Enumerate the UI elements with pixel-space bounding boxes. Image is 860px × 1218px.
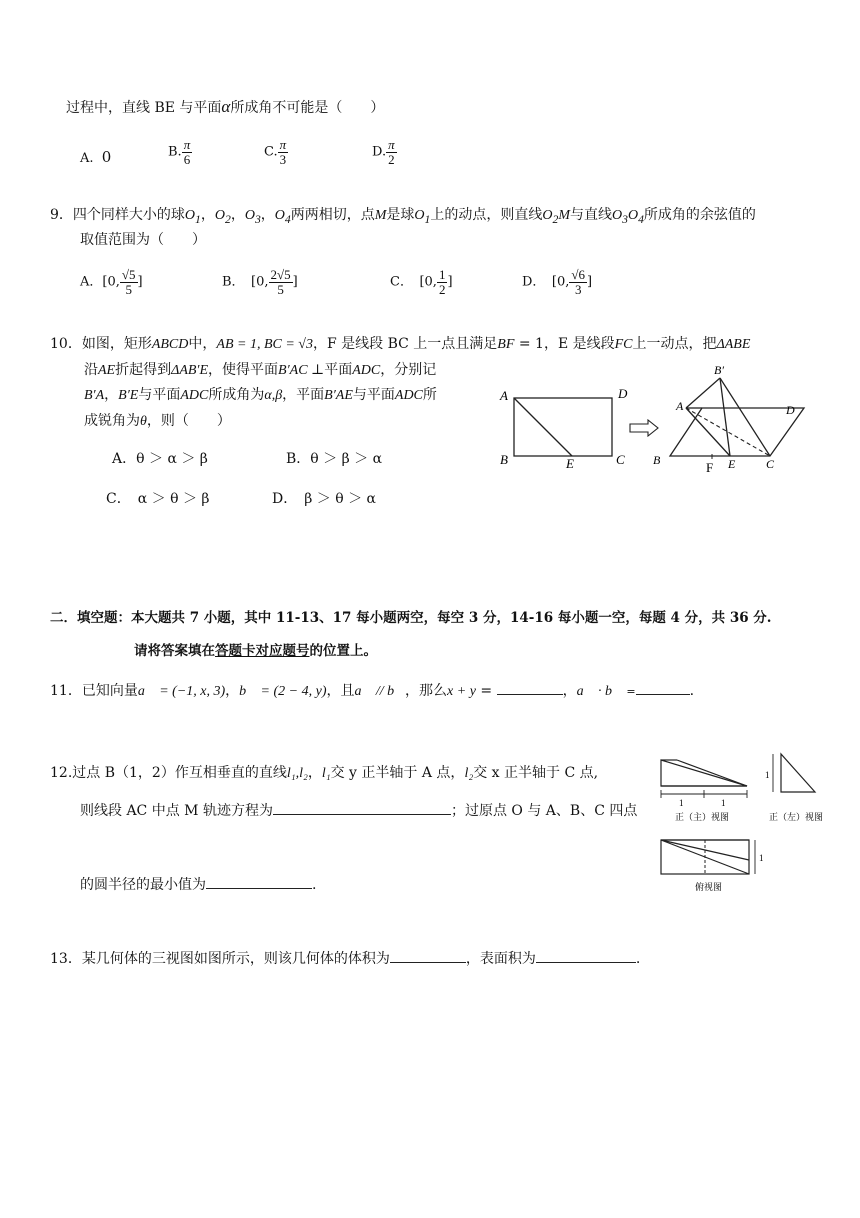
q9-option-a: A．[0, $\frac{√5}{5}$ ] xyxy=(80,267,143,297)
side-view-label: 正（左）视图 xyxy=(769,812,824,822)
q13-blank-1[interactable] xyxy=(390,949,466,963)
label-b-prime: B′ xyxy=(714,363,724,377)
q8-option-c: C. $\frac{\pi}{3}$ xyxy=(264,137,287,167)
top-view-label: 俯视图 xyxy=(695,882,723,892)
q12-line1: 12.过点 B（1，2）作互相垂直的直线l₁,l₂，l₁交 y 正半轴于 A 点，l₂交 x 正半轴于 C 点, xyxy=(50,765,599,781)
front-view xyxy=(661,760,747,786)
q8-option-d: D. $\frac{\pi}{2}$ xyxy=(372,137,395,167)
svg-text:E: E xyxy=(728,457,736,471)
side-view xyxy=(781,754,815,792)
label-c: C xyxy=(616,452,625,467)
q12-line3: 的圆半径的最小值为 . xyxy=(80,877,317,893)
section2-note: 请将答案填在答题卡对应题号的位置上。 xyxy=(134,643,377,659)
q13-blank-2[interactable] xyxy=(536,949,636,963)
svg-text:D: D xyxy=(786,403,795,417)
arrow-icon xyxy=(630,420,658,436)
front-view-label: 正（主）视图 xyxy=(675,812,730,822)
q10-line3: B′A，B′E与平面ADC所成角为α,β，平面B′AE与平面ADC所 xyxy=(84,387,437,403)
q10-option-c: C． α ＞ θ ＞ β xyxy=(106,491,210,507)
q10-line4: 成锐角为θ，则（ ） xyxy=(84,413,231,429)
svg-text:1: 1 xyxy=(679,798,684,808)
q8-option-a: A. 0 xyxy=(80,148,112,166)
section2-title: 二．填空题：本大题共 7 小题，其中 11-13、17 每小题两空，每空 3 分，14-16 每小题一空，每题 4 分，共 36 分. xyxy=(50,610,772,626)
label-d: D xyxy=(618,386,628,401)
q11-blank-1[interactable] xyxy=(497,681,563,695)
q8-option-b: B. $\frac{\pi}{6}$ xyxy=(168,137,191,167)
segment-ae xyxy=(514,398,572,456)
q12-blank-2[interactable] xyxy=(206,875,312,889)
q10-option-a: A．θ ＞ α ＞ β xyxy=(112,451,208,467)
q10-option-b: B．θ ＞ β ＞ α xyxy=(286,451,383,467)
q9-option-d: D． [0, $\frac{√6}{3}$ ] xyxy=(522,267,593,297)
q11-text: 11．已知向量a⃗ = (−1, x, 3)，b⃗ = (2 − 4, y)，且a⃗ // b⃗，那么x + y = ，a⃗ · b⃗ = . xyxy=(50,683,695,699)
q10-line2: 沿AE折起得到ΔAB′E，使得平面B′AC ⊥平面ADC，分别记 xyxy=(84,362,437,378)
svg-text:1: 1 xyxy=(721,798,726,808)
svg-text:A: A xyxy=(676,399,684,413)
q10-option-d: D． β ＞ θ ＞ α xyxy=(272,491,377,507)
q9-option-b: B． [0, $\frac{2√5}{5}$ ] xyxy=(222,267,298,297)
svg-text:1: 1 xyxy=(765,770,770,780)
svg-text:B: B xyxy=(653,453,661,467)
q11-blank-2[interactable] xyxy=(636,681,690,695)
q12-line2: 则线段 AC 中点 M 轨迹方程为 ；过原点 O 与 A、B、C 四点 xyxy=(80,803,638,819)
three-views-figure xyxy=(655,748,845,898)
q13-text: 13．某几何体的三视图如图所示，则该几何体的体积为 ，表面积为 . xyxy=(50,951,641,967)
q10-line1: 10．如图，矩形ABCD中，AB = 1, BC = √3，F 是线段 BC 上一点且满足BF = 1，E 是线段FC上一动点，把ΔABE xyxy=(50,336,751,352)
svg-text:1: 1 xyxy=(759,853,764,863)
svg-text:C: C xyxy=(766,457,775,471)
q9-line2: 取值范围为（ ） xyxy=(80,232,206,248)
q8-stem: 过程中，直线 BE 与平面α所成角不可能是（ ） xyxy=(66,97,385,116)
q9-option-c: C． [0, $\frac{1}{2}$ ] xyxy=(390,267,453,297)
q10-figure xyxy=(490,360,810,480)
label-e: E xyxy=(566,456,574,471)
q12-blank-1[interactable] xyxy=(273,801,451,815)
label-f: F xyxy=(706,460,714,475)
q9-line1: 9．四个同样大小的球$O_1$，$O_2$，$O_3$，$O_4$两两相切，点M是球$O_1$上的动点，则直线$O_2M$与直线$O_3O_4$所成角的余弦值的 xyxy=(50,207,756,226)
label-b: B xyxy=(500,452,508,467)
parallelogram xyxy=(670,408,804,456)
label-a: A xyxy=(500,388,508,403)
